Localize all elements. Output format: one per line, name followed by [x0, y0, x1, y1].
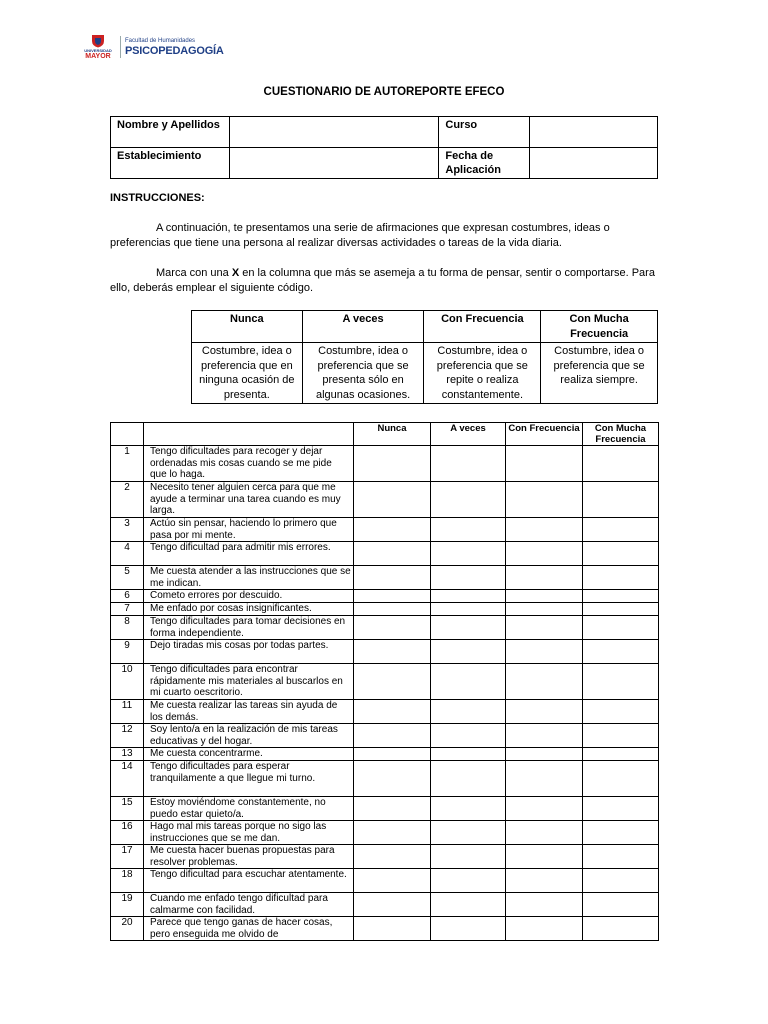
answer-cell-nunca[interactable]	[354, 590, 431, 603]
item-number: 5	[111, 566, 144, 590]
answer-cell-con-mucha-frecuencia[interactable]	[583, 761, 659, 797]
item-number: 2	[111, 482, 144, 518]
item-statement: Necesito tener alguien cerca para que me ayude a terminar una tarea cuando es muy larga.	[144, 482, 354, 518]
item-statement: Tengo dificultades para esperar tranquilamente a que llegue mi turno.	[144, 761, 354, 797]
questionnaire-row	[111, 845, 659, 869]
item-statement: Dejo tiradas mis cosas por todas partes.	[144, 640, 354, 664]
answer-cell-a-veces[interactable]	[431, 542, 506, 566]
answer-cell-con-frecuencia[interactable]	[506, 446, 583, 482]
answer-cell-con-frecuencia[interactable]	[506, 518, 583, 542]
item-number: 12	[111, 724, 144, 748]
answer-cell-nunca[interactable]	[354, 542, 431, 566]
questionnaire-row	[111, 700, 659, 724]
answer-cell-nunca[interactable]	[354, 797, 431, 821]
questionnaire-row	[111, 566, 659, 590]
answer-cell-nunca[interactable]	[354, 761, 431, 797]
name-label: Nombre y Apellidos	[111, 117, 230, 148]
answer-cell-con-frecuencia[interactable]	[506, 845, 583, 869]
answer-cell-a-veces[interactable]	[431, 700, 506, 724]
instructions-text-2a: Marca con una	[156, 267, 232, 279]
item-number: 18	[111, 869, 144, 893]
date-field[interactable]	[530, 148, 658, 179]
instructions-heading: INSTRUCCIONES:	[110, 192, 205, 204]
item-number: 9	[111, 640, 144, 664]
code-header-a-veces: A veces	[302, 311, 424, 343]
answer-cell-con-mucha-frecuencia[interactable]	[583, 821, 659, 845]
response-code-table	[191, 310, 658, 404]
instructions-paragraph-1	[110, 221, 658, 251]
item-number: 7	[111, 603, 144, 616]
code-header-con-mucha-frecuencia: Con Mucha Frecuencia	[541, 311, 658, 343]
answer-cell-con-mucha-frecuencia[interactable]	[583, 869, 659, 893]
item-statement: Estoy moviéndome constantemente, no puedo estar quieto/a.	[144, 797, 354, 821]
item-statement: Cuando me enfado tengo dificultad para calmarme con facilidad.	[144, 893, 354, 917]
item-statement: Actúo sin pensar, haciendo lo primero que pasa por mi mente.	[144, 518, 354, 542]
questionnaire-row	[111, 893, 659, 917]
answer-cell-a-veces[interactable]	[431, 917, 506, 941]
answer-cell-con-mucha-frecuencia[interactable]	[583, 748, 659, 761]
code-description-con-mucha-frecuencia: Costumbre, idea o preferencia que se realiza siempre.	[541, 343, 658, 404]
answer-cell-a-veces[interactable]	[431, 893, 506, 917]
answer-cell-a-veces[interactable]	[431, 518, 506, 542]
answer-cell-con-mucha-frecuencia[interactable]	[583, 724, 659, 748]
answer-cell-nunca[interactable]	[354, 518, 431, 542]
answer-cell-nunca[interactable]	[354, 616, 431, 640]
item-statement: Me enfado por cosas insignificantes.	[144, 603, 354, 616]
answer-cell-con-mucha-frecuencia[interactable]	[583, 590, 659, 603]
school-field[interactable]	[229, 148, 438, 179]
questionnaire-row	[111, 640, 659, 664]
school-label: Establecimiento	[111, 148, 230, 179]
student-info-table	[110, 116, 658, 179]
questionnaire-row	[111, 664, 659, 700]
answer-cell-con-frecuencia[interactable]	[506, 917, 583, 941]
date-label: Fecha de Aplicación	[439, 148, 530, 179]
university-name: MAYOR	[85, 52, 111, 60]
questionnaire-row	[111, 518, 659, 542]
answer-cell-a-veces[interactable]	[431, 761, 506, 797]
answer-cell-con-frecuencia[interactable]	[506, 482, 583, 518]
item-statement: Soy lento/a en la realización de mis tareas educativas y del hogar.	[144, 724, 354, 748]
item-statement: Tengo dificultades para tomar decisiones en forma independiente.	[144, 616, 354, 640]
answer-cell-con-mucha-frecuencia[interactable]	[583, 917, 659, 941]
answer-cell-nunca[interactable]	[354, 664, 431, 700]
answer-cell-nunca[interactable]	[354, 446, 431, 482]
answer-cell-a-veces[interactable]	[431, 797, 506, 821]
answer-cell-con-mucha-frecuencia[interactable]	[583, 845, 659, 869]
answer-cell-a-veces[interactable]	[431, 821, 506, 845]
questionnaire-row	[111, 761, 659, 797]
item-statement: Cometo errores por descuido.	[144, 590, 354, 603]
item-statement: Tengo dificultad para escuchar atentamente.	[144, 869, 354, 893]
answer-cell-nunca[interactable]	[354, 724, 431, 748]
logo-divider	[120, 36, 121, 58]
code-description-a-veces: Costumbre, idea o preferencia que se presenta sólo en algunas ocasiones.	[302, 343, 424, 404]
item-number: 11	[111, 700, 144, 724]
answer-cell-con-frecuencia[interactable]	[506, 724, 583, 748]
item-number: 4	[111, 542, 144, 566]
answer-cell-a-veces[interactable]	[431, 603, 506, 616]
answer-cell-con-mucha-frecuencia[interactable]	[583, 797, 659, 821]
answer-cell-con-frecuencia[interactable]	[506, 542, 583, 566]
answer-cell-con-frecuencia[interactable]	[506, 797, 583, 821]
answer-cell-con-mucha-frecuencia[interactable]	[583, 518, 659, 542]
questionnaire-row	[111, 748, 659, 761]
questionnaire-row	[111, 917, 659, 941]
code-header-nunca: Nunca	[192, 311, 303, 343]
item-number: 10	[111, 664, 144, 700]
questionnaire-row	[111, 482, 659, 518]
answer-cell-nunca[interactable]	[354, 869, 431, 893]
answer-cell-nunca[interactable]	[354, 845, 431, 869]
code-header-con-frecuencia: Con Frecuencia	[424, 311, 541, 343]
document-title: CUESTIONARIO DE AUTOREPORTE EFECO	[263, 86, 505, 98]
answer-cell-con-mucha-frecuencia[interactable]	[583, 616, 659, 640]
university-logo	[80, 32, 224, 62]
questionnaire-table	[110, 422, 659, 941]
university-mark	[80, 34, 116, 61]
header-statement-cell	[144, 423, 354, 446]
item-statement: Me cuesta realizar las tareas sin ayuda de los demás.	[144, 700, 354, 724]
answer-cell-con-frecuencia[interactable]	[506, 869, 583, 893]
answer-cell-a-veces[interactable]	[431, 640, 506, 664]
item-number: 15	[111, 797, 144, 821]
questionnaire-row	[111, 603, 659, 616]
answer-cell-con-mucha-frecuencia[interactable]	[583, 566, 659, 590]
answer-cell-nunca[interactable]	[354, 700, 431, 724]
item-statement: Me cuesta hacer buenas propuestas para resolver problemas.	[144, 845, 354, 869]
answer-cell-con-frecuencia[interactable]	[506, 893, 583, 917]
questionnaire-header-row	[111, 423, 659, 446]
instructions-paragraph-2	[110, 266, 658, 296]
answer-cell-nunca[interactable]	[354, 748, 431, 761]
item-number: 6	[111, 590, 144, 603]
item-number: 19	[111, 893, 144, 917]
answer-cell-a-veces[interactable]	[431, 724, 506, 748]
answer-cell-a-veces[interactable]	[431, 869, 506, 893]
item-number: 17	[111, 845, 144, 869]
department-name: PSICOPEDAGOGÍA	[125, 44, 224, 57]
code-description-nunca: Costumbre, idea o preferencia que en ninguna ocasión de presenta.	[192, 343, 303, 404]
course-label: Curso	[439, 117, 530, 148]
answer-cell-con-mucha-frecuencia[interactable]	[583, 640, 659, 664]
answer-cell-nunca[interactable]	[354, 821, 431, 845]
answer-cell-con-mucha-frecuencia[interactable]	[583, 603, 659, 616]
answer-cell-con-frecuencia[interactable]	[506, 761, 583, 797]
item-statement: Tengo dificultades para recoger y dejar ordenadas mis cosas cuando se me pide que lo haga.	[144, 446, 354, 482]
answer-cell-nunca[interactable]	[354, 640, 431, 664]
item-number: 13	[111, 748, 144, 761]
instructions-text-2b: en la columna que más se asemeja a tu forma de pensar, sentir o comportarse. Para ello, deberás emplear el siguiente código.	[110, 267, 655, 294]
answer-cell-con-frecuencia[interactable]	[506, 821, 583, 845]
answer-cell-con-mucha-frecuencia[interactable]	[583, 893, 659, 917]
item-statement: Me cuesta atender a las instrucciones que se me indican.	[144, 566, 354, 590]
answer-cell-nunca[interactable]	[354, 603, 431, 616]
item-number: 16	[111, 821, 144, 845]
answer-cell-con-mucha-frecuencia[interactable]	[583, 482, 659, 518]
answer-cell-con-frecuencia[interactable]	[506, 664, 583, 700]
item-number: 3	[111, 518, 144, 542]
questionnaire-row	[111, 724, 659, 748]
answer-cell-a-veces[interactable]	[431, 482, 506, 518]
answer-cell-con-frecuencia[interactable]	[506, 566, 583, 590]
questionnaire-row	[111, 446, 659, 482]
answer-cell-con-frecuencia[interactable]	[506, 748, 583, 761]
header-number-cell	[111, 423, 144, 446]
answer-cell-con-mucha-frecuencia[interactable]	[583, 446, 659, 482]
questionnaire-row	[111, 542, 659, 566]
item-number: 14	[111, 761, 144, 797]
item-statement: Me cuesta concentrarme.	[144, 748, 354, 761]
answer-cell-a-veces[interactable]	[431, 446, 506, 482]
code-description-con-frecuencia: Costumbre, idea o preferencia que se repite o realiza constantemente.	[424, 343, 541, 404]
answer-cell-con-frecuencia[interactable]	[506, 640, 583, 664]
answer-cell-con-mucha-frecuencia[interactable]	[583, 542, 659, 566]
name-field[interactable]	[229, 117, 438, 148]
answer-cell-a-veces[interactable]	[431, 590, 506, 603]
answer-cell-a-veces[interactable]	[431, 845, 506, 869]
university-small-text: UNIVERSIDAD	[84, 47, 112, 53]
item-statement: Tengo dificultad para admitir mis errores.	[144, 542, 354, 566]
answer-cell-nunca[interactable]	[354, 482, 431, 518]
answer-cell-con-frecuencia[interactable]	[506, 603, 583, 616]
questionnaire-row	[111, 590, 659, 603]
answer-cell-con-mucha-frecuencia[interactable]	[583, 700, 659, 724]
answer-cell-nunca[interactable]	[354, 917, 431, 941]
column-header-nunca: Nunca	[354, 423, 431, 446]
answer-cell-con-frecuencia[interactable]	[506, 590, 583, 603]
questionnaire-row	[111, 797, 659, 821]
answer-cell-a-veces[interactable]	[431, 616, 506, 640]
faculty-name: Facultad de Humanidades	[125, 37, 196, 44]
shield-icon	[91, 34, 105, 48]
questionnaire-row	[111, 821, 659, 845]
item-statement: Tengo dificultades para encontrar rápidamente mis materiales al buscarlos en mi cuarto oescritorio.	[144, 664, 354, 700]
answer-cell-a-veces[interactable]	[431, 748, 506, 761]
answer-cell-a-veces[interactable]	[431, 566, 506, 590]
column-header-a-veces: A veces	[431, 423, 506, 446]
item-statement: Parece que tengo ganas de hacer cosas, pero enseguida me olvido de	[144, 917, 354, 941]
item-number: 20	[111, 917, 144, 941]
item-number: 1	[111, 446, 144, 482]
answer-cell-a-veces[interactable]	[431, 664, 506, 700]
answer-cell-con-frecuencia[interactable]	[506, 700, 583, 724]
column-header-con-frecuencia: Con Frecuencia	[506, 423, 583, 446]
course-field[interactable]	[530, 117, 658, 148]
item-number: 8	[111, 616, 144, 640]
answer-cell-nunca[interactable]	[354, 893, 431, 917]
mark-symbol: X	[231, 267, 240, 279]
questionnaire-row	[111, 616, 659, 640]
answer-cell-con-frecuencia[interactable]	[506, 616, 583, 640]
instructions-text-1: A continuación, te presentamos una serie de afirmaciones que expresan costumbres, ideas o preferencias que tiene una persona al realizar diversas actividades o tareas de la vida diaria.	[110, 222, 610, 249]
answer-cell-con-mucha-frecuencia[interactable]	[583, 664, 659, 700]
faculty-mark	[125, 38, 224, 57]
column-header-con-mucha-frecuencia: Con Mucha Frecuencia	[583, 423, 659, 446]
questionnaire-row	[111, 869, 659, 893]
answer-cell-nunca[interactable]	[354, 566, 431, 590]
item-statement: Hago mal mis tareas porque no sigo las instrucciones que se me dan.	[144, 821, 354, 845]
